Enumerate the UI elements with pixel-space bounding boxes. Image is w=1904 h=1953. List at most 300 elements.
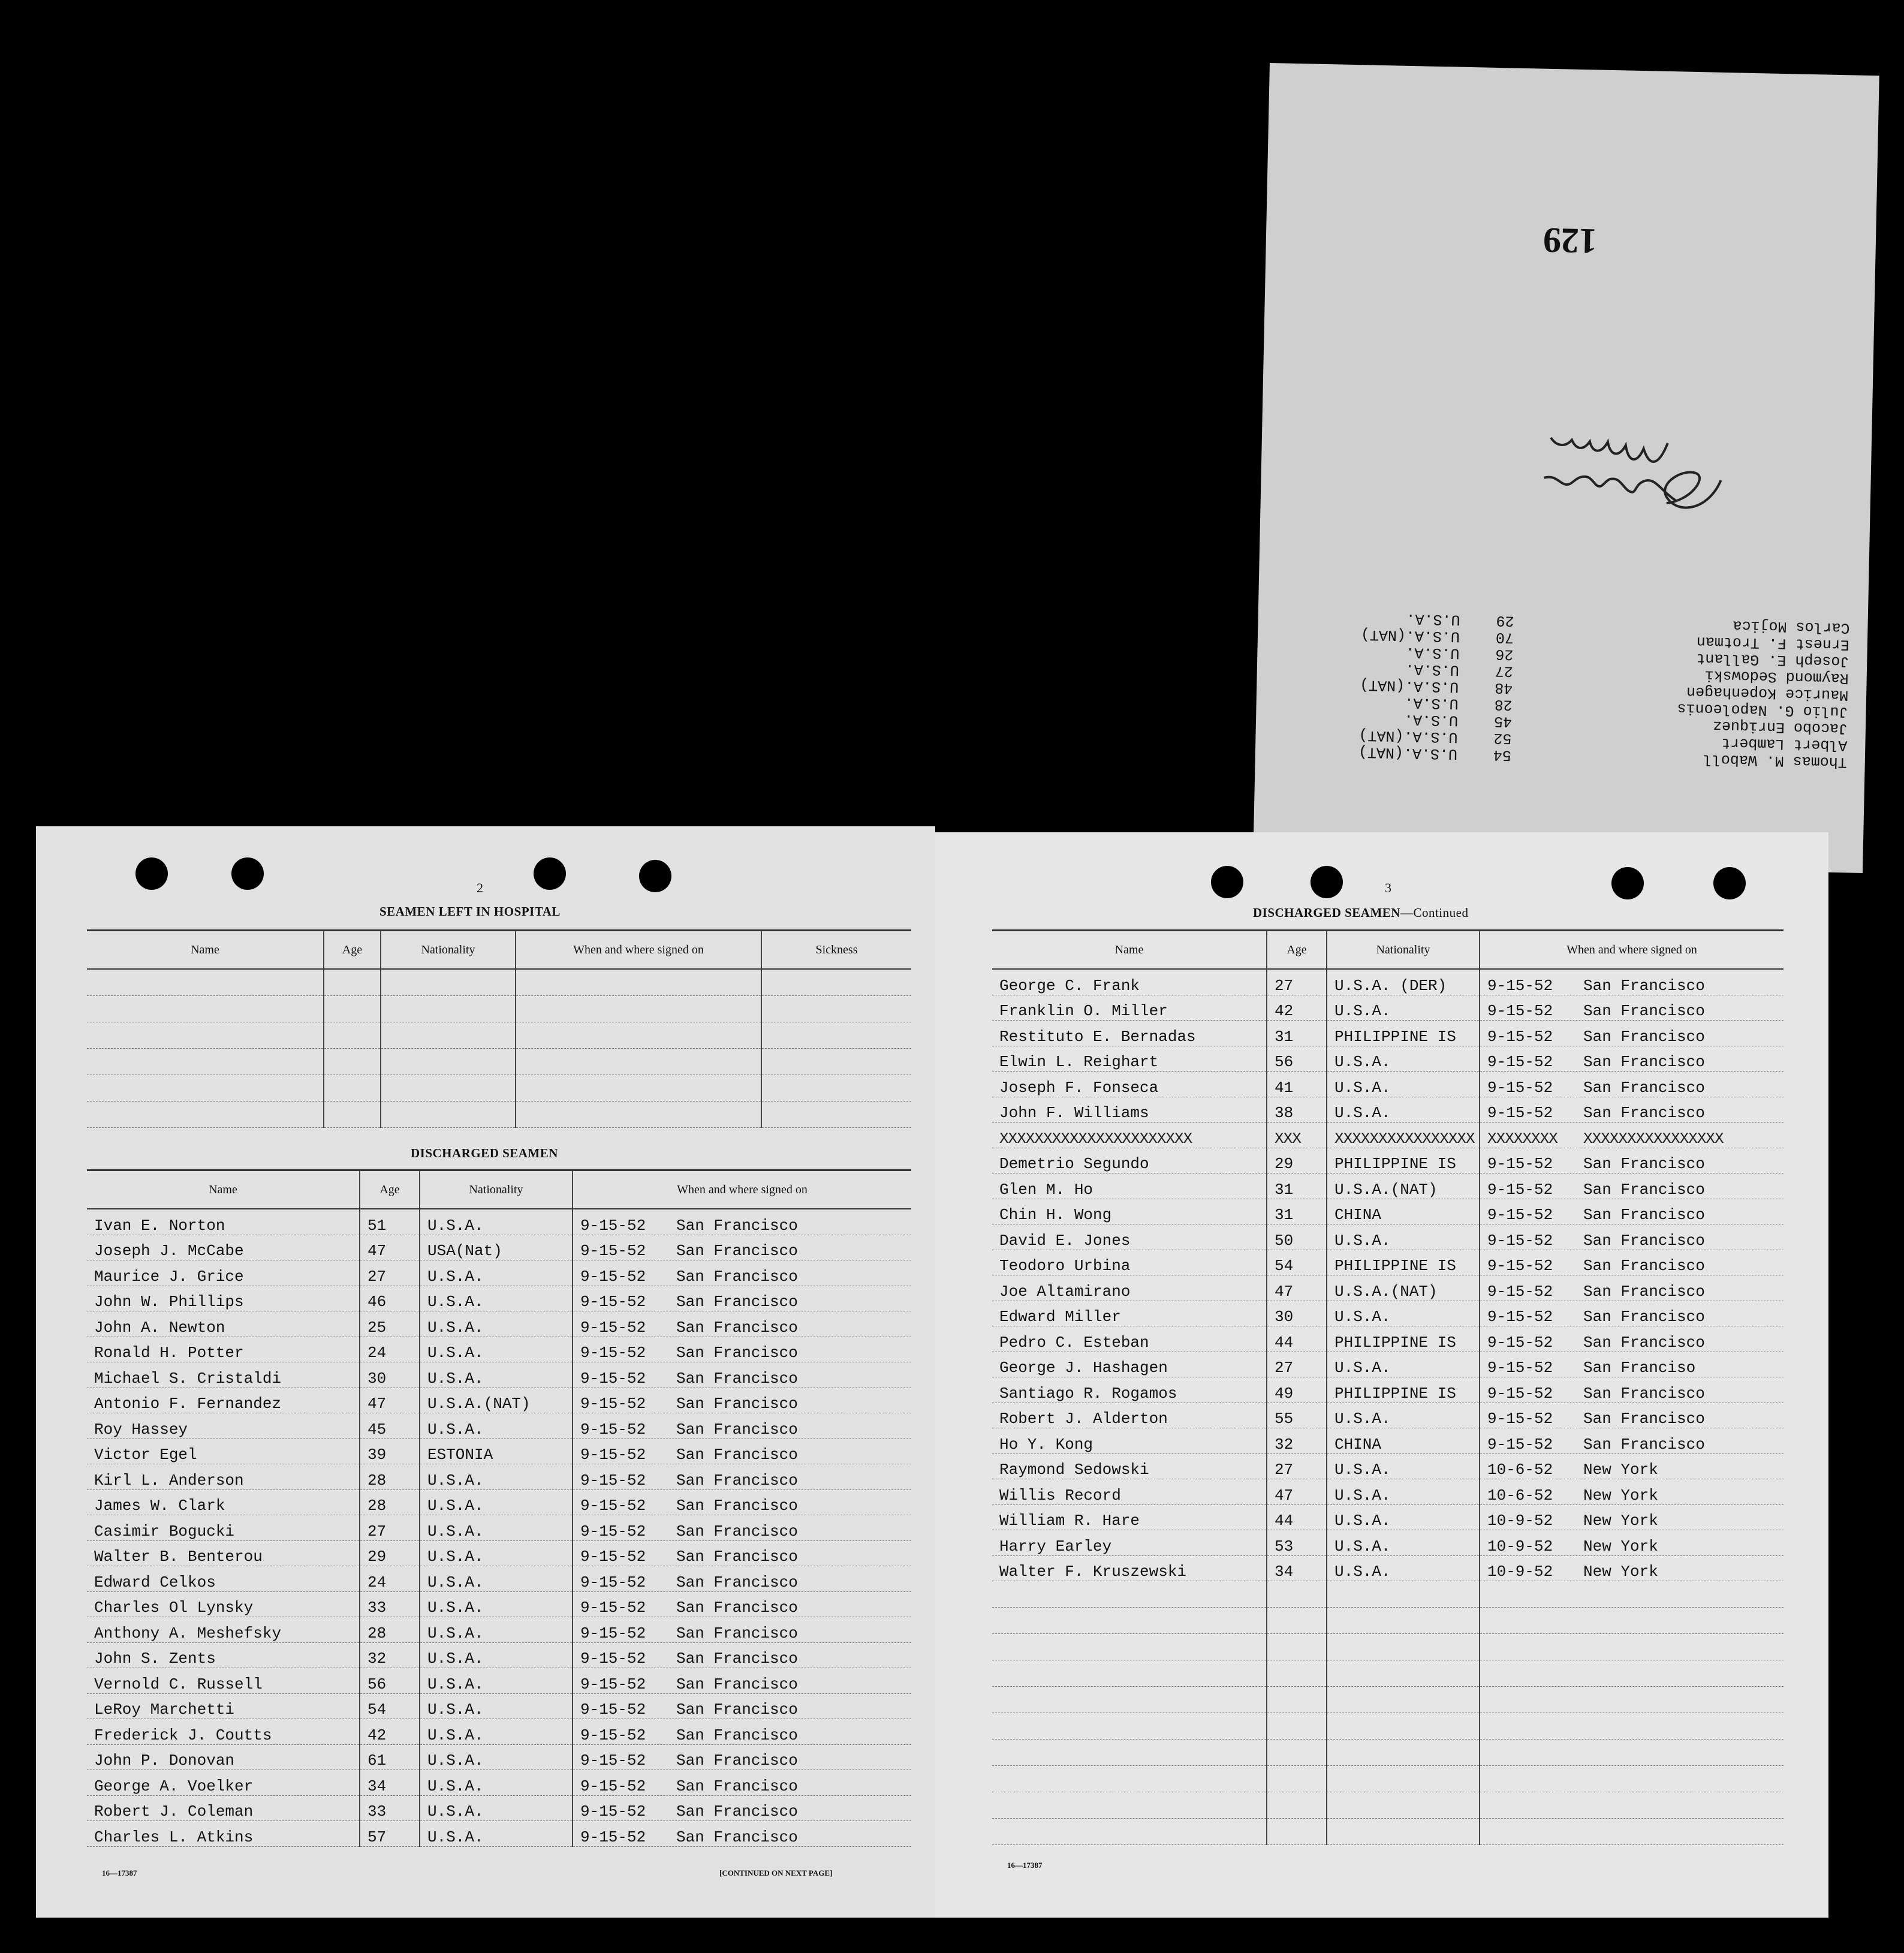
seaman-age: 32 [360,1642,420,1668]
empty-cell [1480,1792,1784,1819]
empty-cell [1267,1581,1327,1608]
seaman-row [87,1744,911,1770]
signed-on-date: 9-15-52 [580,1752,646,1770]
signed-on-date: 9-15-52 [1487,1206,1553,1224]
seaman-row [87,1668,911,1694]
seaman-age: 32 [1267,1428,1327,1454]
seaman-nationality: USA(Nat) [420,1235,573,1260]
seaman-age: 27 [360,1260,420,1286]
seaman-signed-on [1480,1224,1784,1250]
signed-on-date: 9-15-52 [580,1802,646,1820]
seaman-signed-on [573,1413,911,1439]
continued-note: [CONTINUED ON NEXT PAGE] [719,1868,833,1877]
empty-cell [1327,1581,1480,1608]
seaman-age: 56 [1267,1046,1327,1072]
seaman-signed-on [1480,969,1784,995]
seaman-nationality: U.S.A. [420,1566,573,1592]
seaman-row [992,1046,1784,1072]
empty-cell [381,969,516,996]
signed-on-date: 10-6-52 [1487,1486,1553,1504]
signed-on-date: 9-15-52 [1487,1308,1553,1326]
signed-on-date: 9-15-52 [580,1777,646,1795]
col-age: Age [1267,931,1327,970]
signed-on-date: 9-15-52 [580,1216,646,1235]
back-crew-age: 29 [1496,612,1514,630]
seaman-row [992,1250,1784,1275]
blank-row [87,969,911,996]
seaman-signed-on [573,1439,911,1464]
signed-on-place: San Francisco [676,1420,798,1439]
seaman-age: 27 [1267,969,1327,995]
seaman-nationality: U.S.A. [420,1464,573,1490]
seaman-nationality: U.S.A. [420,1744,573,1770]
col-signed-on: When and where signed on [1480,931,1784,970]
empty-cell [381,1022,516,1049]
seaman-signed-on [573,1235,911,1260]
seaman-name: Kirl L. Anderson [87,1464,360,1490]
seaman-age: 24 [360,1566,420,1592]
empty-cell [992,1581,1267,1608]
seaman-age: 30 [360,1362,420,1388]
signed-on-place: San Francisco [676,1497,798,1515]
seaman-age: 47 [360,1235,420,1260]
col-nationality: Nationality [1327,931,1480,970]
seaman-nationality: PHILIPPINE IS [1327,1148,1480,1173]
empty-cell [516,969,761,996]
signed-on-date: 9-15-52 [1487,1333,1553,1352]
punch-hole [1211,866,1243,898]
col-signed-on: When and where signed on [573,1170,911,1209]
signed-on-date: 9-15-52 [1487,1002,1553,1020]
punch-hole [1310,866,1343,898]
signed-on-date: 9-15-52 [1487,1435,1553,1454]
seaman-row [87,1540,911,1566]
blank-row [992,1687,1784,1713]
empty-cell [1267,1660,1327,1687]
back-crew-nationality: U.S.A. [1406,609,1460,628]
seaman-age: 33 [360,1795,420,1821]
signed-on-place: San Francisco [1583,1333,1705,1352]
blank-row [992,1792,1784,1819]
seaman-row [87,1413,911,1439]
discharged-continued-title: DISCHARGED SEAMEN—Continued [1253,905,1469,920]
seaman-nationality: U.S.A. [420,1311,573,1337]
col-nationality: Nationality [381,931,516,970]
seaman-nationality: U.S.A.(NAT) [1327,1275,1480,1301]
seaman-age: 47 [1267,1479,1327,1505]
blank-row [87,996,911,1022]
seaman-name: Ronald H. Potter [87,1337,360,1362]
seaman-age: 44 [1267,1326,1327,1352]
back-crew-name: Jacobo Enriquez [1712,717,1848,738]
signed-on-place: San Francisco [676,1267,798,1286]
signed-on-place: San Francisco [1583,1053,1705,1071]
signed-on-date: 9-15-52 [1487,1155,1553,1173]
seaman-nationality: U.S.A. [1327,1403,1480,1428]
seaman-name: John A. Newton [87,1311,360,1337]
seaman-signed-on [573,1337,911,1362]
seaman-name: Elwin L. Reighart [992,1046,1267,1072]
back-crew-name: Ernest F. Trotman [1696,633,1850,654]
empty-cell [1480,1819,1784,1845]
punch-hole [639,860,671,892]
seaman-row [87,1515,911,1541]
signed-on-date: 9-15-52 [1487,1257,1553,1275]
seaman-nationality: U.S.A. [420,1209,573,1235]
seaman-nationality: U.S.A. [1327,1479,1480,1505]
seaman-age: 54 [360,1693,420,1719]
signed-on-place: San Francisco [676,1293,798,1311]
blank-row [87,1075,911,1102]
blank-row [992,1634,1784,1660]
seaman-signed-on [573,1744,911,1770]
col-age: Age [360,1170,420,1209]
seaman-age: 46 [360,1286,420,1311]
seaman-row [992,1123,1784,1148]
seaman-name: Willis Record [992,1479,1267,1505]
seaman-name: William R. Hare [992,1504,1267,1530]
seaman-signed-on [1480,1504,1784,1530]
seaman-nationality: U.S.A. [420,1515,573,1541]
seaman-row [992,1504,1784,1530]
seaman-name: Walter F. Kruszewski [992,1555,1267,1581]
empty-cell [992,1713,1267,1740]
signed-on-place: New York [1583,1512,1658,1530]
empty-cell [381,1049,516,1075]
seaman-signed-on [1480,1046,1784,1072]
back-crew-age: 28 [1494,696,1513,714]
seaman-row [87,1795,911,1821]
empty-cell [992,1608,1267,1634]
empty-cell [1327,1634,1480,1660]
seaman-age: 31 [1267,1021,1327,1046]
empty-cell [1327,1687,1480,1713]
empty-cell [324,969,381,996]
back-crew-age: 70 [1495,628,1514,646]
seaman-name: Anthony A. Meshefsky [87,1617,360,1643]
seaman-age: 28 [360,1617,420,1643]
seaman-nationality: U.S.A. [420,1286,573,1311]
seaman-name: Santiago R. Rogamos [992,1377,1267,1403]
seaman-age: XXX [1267,1123,1327,1148]
seaman-nationality: U.S.A. [1327,1097,1480,1123]
signed-on-place: San Francisco [1583,1002,1705,1020]
seaman-signed-on [573,1489,911,1515]
seaman-signed-on [573,1464,911,1490]
signed-on-place: San Francisco [676,1752,798,1770]
back-crew-nationality: U.S.A.(NAT) [1360,625,1460,645]
seaman-age: 38 [1267,1097,1327,1123]
signed-on-place: San Francisco [676,1675,798,1693]
seaman-row [87,1617,911,1643]
signed-on-date: 9-15-52 [580,1599,646,1617]
signed-on-place: San Francisco [676,1726,798,1744]
seaman-signed-on [573,1668,911,1694]
seaman-name: Frederick J. Coutts [87,1719,360,1745]
seaman-nationality: U.S.A.(NAT) [420,1388,573,1413]
signed-on-date: 9-15-52 [580,1471,646,1489]
seaman-name: Robert J. Coleman [87,1795,360,1821]
back-crew-age: 52 [1493,729,1512,747]
seaman-name: Michael S. Cristaldi [87,1362,360,1388]
col-age: Age [324,931,381,970]
seaman-age: 42 [1267,995,1327,1021]
signed-on-place: New York [1583,1537,1658,1555]
empty-cell [516,1102,761,1128]
seaman-age: 28 [360,1489,420,1515]
empty-cell [324,996,381,1022]
empty-cell [1327,1740,1480,1766]
signed-on-place: San Francisco [676,1216,798,1235]
seaman-name: Edward Miller [992,1301,1267,1326]
seaman-name: George J. Hashagen [992,1352,1267,1377]
seaman-row [992,1479,1784,1505]
empty-cell [992,1687,1267,1713]
seaman-name: Roy Hassey [87,1413,360,1439]
seaman-name: George C. Frank [992,969,1267,995]
seaman-signed-on [573,1617,911,1643]
seaman-signed-on [1480,1326,1784,1352]
signed-on-place: San Francisco [676,1573,798,1591]
signed-on-place: San Francisco [1583,1384,1705,1403]
seaman-signed-on [1480,1123,1784,1148]
seaman-signed-on [573,1311,911,1337]
seaman-nationality: U.S.A. [420,1413,573,1439]
back-crew-nationality: U.S.A. [1405,660,1460,679]
seaman-row [87,1719,911,1745]
seaman-signed-on [573,1260,911,1286]
back-crew-name: Raymond Sedowski [1704,666,1849,687]
empty-cell [87,1075,324,1102]
seaman-age: 53 [1267,1530,1327,1556]
signed-on-place: San Francisco [676,1369,798,1388]
left-page [36,826,935,1918]
seaman-age: 31 [1267,1173,1327,1199]
seaman-row [87,1439,911,1464]
back-crew-nationality: U.S.A. [1403,710,1459,729]
seaman-row [992,1555,1784,1581]
signed-on-date: 9-15-52 [1487,1359,1553,1377]
seaman-age: 27 [1267,1454,1327,1479]
seaman-age: 51 [360,1209,420,1235]
col-name: Name [87,931,324,970]
seaman-nationality: U.S.A. [420,1489,573,1515]
signed-on-date: 9-15-52 [580,1267,646,1286]
empty-cell [992,1792,1267,1819]
blank-row [87,1049,911,1075]
seaman-row [87,1591,911,1617]
seaman-nationality: U.S.A. (DER) [1327,969,1480,995]
back-crew-name: Albert Lambert [1721,734,1848,754]
seaman-row [992,1173,1784,1199]
discharged-table [87,1169,911,1847]
punch-hole [534,857,566,890]
seaman-name: Casimir Bogucki [87,1515,360,1541]
seaman-age: 34 [360,1770,420,1796]
seaman-name: Victor Egel [87,1439,360,1464]
blank-row [992,1581,1784,1608]
signed-on-place: San Francisco [1583,1078,1705,1097]
seaman-age: 29 [360,1540,420,1566]
seaman-signed-on [1480,1555,1784,1581]
seaman-signed-on [1480,1097,1784,1123]
seaman-signed-on [1480,1377,1784,1403]
seaman-name: John S. Zents [87,1642,360,1668]
seaman-row [992,1530,1784,1556]
seaman-row [87,1489,911,1515]
seaman-name: Edward Celkos [87,1566,360,1592]
seaman-row [992,1454,1784,1479]
signed-on-place: San Francisco [676,1701,798,1719]
seaman-signed-on [1480,1352,1784,1377]
signed-on-date: 9-15-52 [1487,1384,1553,1403]
signed-on-place: San Francisco [1583,1435,1705,1454]
empty-cell [992,1634,1267,1660]
seaman-signed-on [1480,1199,1784,1224]
signed-on-date: 9-15-52 [580,1293,646,1311]
signed-on-date: 9-15-52 [1487,1282,1553,1301]
seaman-age: 25 [360,1311,420,1337]
signed-on-place: San Francisco [1583,1104,1705,1122]
seaman-row [87,1209,911,1235]
signed-on-date: 10-9-52 [1487,1537,1553,1555]
signed-on-date: 9-15-52 [580,1828,646,1846]
seaman-signed-on [1480,1454,1784,1479]
seaman-nationality: U.S.A. [1327,1224,1480,1250]
seaman-row [992,1097,1784,1123]
seaman-row [87,1821,911,1847]
back-crew-age: 26 [1495,645,1514,663]
seaman-age: 44 [1267,1504,1327,1530]
hospital-title: SEAMEN LEFT IN HOSPITAL [379,904,561,919]
signed-on-place: New York [1583,1563,1658,1581]
seaman-nationality: U.S.A. [1327,1454,1480,1479]
signed-on-place: San Francisco [676,1318,798,1337]
seaman-name: Teodoro Urbina [992,1250,1267,1275]
empty-cell [87,996,324,1022]
signed-on-place: San Francisco [1583,1180,1705,1199]
signed-on-place: San Francisco [676,1599,798,1617]
seaman-signed-on [1480,1021,1784,1046]
back-crew-age: 27 [1495,662,1514,680]
signed-on-date: 9-15-52 [580,1497,646,1515]
signed-on-date: 9-15-52 [580,1318,646,1337]
blank-row [992,1740,1784,1766]
signed-on-place: San Franciso [1583,1359,1696,1377]
seaman-name: Walter B. Benterou [87,1540,360,1566]
seaman-row [87,1260,911,1286]
seaman-row [87,1388,911,1413]
back-crew-name: Julio G. Napoleonis [1677,699,1848,721]
empty-cell [87,969,324,996]
empty-cell [324,1049,381,1075]
seaman-age: 34 [1267,1555,1327,1581]
seaman-signed-on [573,1540,911,1566]
empty-cell [516,1049,761,1075]
seaman-nationality: U.S.A. [420,1591,573,1617]
seaman-signed-on [573,1286,911,1311]
seaman-row [87,1362,911,1388]
seaman-signed-on [1480,1301,1784,1326]
seaman-signed-on [573,1566,911,1592]
signed-on-date: 10-9-52 [1487,1512,1553,1530]
signature [1528,410,1734,534]
signed-on-date: 9-15-52 [580,1624,646,1642]
empty-cell [1267,1792,1327,1819]
col-signed-on: When and where signed on [516,931,761,970]
seaman-age: 30 [1267,1301,1327,1326]
page-number: 3 [1385,880,1391,895]
seaman-age: 56 [360,1668,420,1694]
seaman-nationality: U.S.A. [420,1719,573,1745]
signed-on-date: 9-15-52 [1487,1104,1553,1122]
seaman-age: 28 [360,1464,420,1490]
seaman-name: Joseph F. Fonseca [992,1072,1267,1097]
empty-cell [992,1660,1267,1687]
seaman-row [992,1352,1784,1377]
signed-on-place: San Francisco [676,1344,798,1362]
back-crew-nationality: U.S.A.(NAT) [1358,743,1458,763]
seaman-nationality: U.S.A. [1327,1301,1480,1326]
seaman-name: Joseph J. McCabe [87,1235,360,1260]
empty-cell [516,996,761,1022]
back-crew-age: 48 [1494,679,1513,697]
col-nationality: Nationality [420,1170,573,1209]
seaman-name: Pedro C. Esteban [992,1326,1267,1352]
signed-on-date: 9-15-52 [580,1548,646,1566]
seaman-signed-on [1480,1173,1784,1199]
back-page-number: 129 [1543,220,1598,261]
form-number: 16—17387 [1007,1861,1043,1870]
seaman-nationality: U.S.A. [420,1337,573,1362]
signed-on-date: 9-15-52 [1487,1053,1553,1071]
seaman-signed-on [1480,1403,1784,1428]
seaman-age: 31 [1267,1199,1327,1224]
signed-on-place: San Francisco [1583,1231,1705,1250]
seaman-nationality: U.S.A. [1327,1046,1480,1072]
signed-on-date: 9-15-52 [580,1242,646,1260]
signed-on-date: 9-15-52 [580,1369,646,1388]
seaman-name: XXXXXXXXXXXXXXXXXXXXXX [992,1123,1267,1148]
seaman-row [992,1072,1784,1097]
seaman-name: Antonio F. Fernandez [87,1388,360,1413]
signed-on-date: 9-15-52 [580,1726,646,1744]
empty-cell [1327,1766,1480,1792]
col-name: Name [992,931,1267,970]
seaman-signed-on [1480,1428,1784,1454]
seaman-name: George A. Voelker [87,1770,360,1796]
signed-on-place: San Francisco [676,1471,798,1489]
signed-on-place: San Francisco [1583,976,1705,995]
signed-on-place: San Francisco [676,1548,798,1566]
seaman-name: Vernold C. Russell [87,1668,360,1694]
discharged-title: DISCHARGED SEAMEN [411,1146,558,1160]
seaman-age: 33 [360,1591,420,1617]
seaman-name: John F. Williams [992,1097,1267,1123]
signed-on-date: XXXXXXXX [1487,1129,1557,1148]
seaman-name: LeRoy Marchetti [87,1693,360,1719]
seaman-signed-on [573,1209,911,1235]
signed-on-date: 9-15-52 [1487,976,1553,995]
seaman-signed-on [1480,1072,1784,1097]
signed-on-place: San Francisco [676,1828,798,1846]
punch-hole [231,857,264,890]
seaman-name: David E. Jones [992,1224,1267,1250]
seaman-name: Demetrio Segundo [992,1148,1267,1173]
seaman-row [992,1301,1784,1326]
seaman-nationality: U.S.A. [420,1795,573,1821]
seaman-row [87,1566,911,1592]
